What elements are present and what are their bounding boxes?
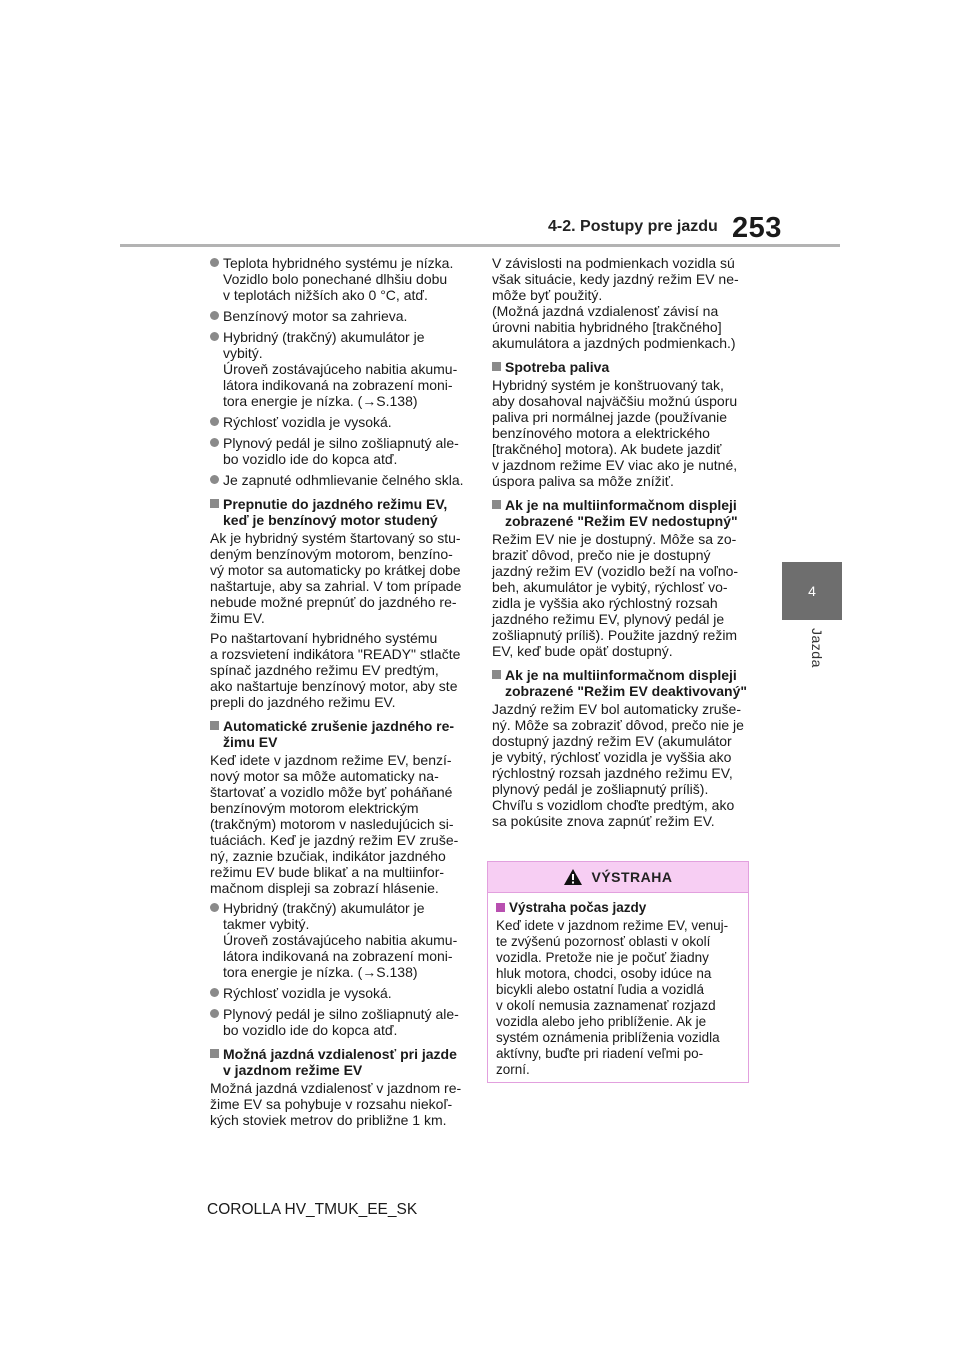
page-number: 253 <box>732 212 782 244</box>
paragraph: Možná jazdná vzdialenosť v jazdnom re- žime EV sa pohybuje v rozsahu niekoľ- kých stoviek metrov do približne 1 km. <box>210 1080 462 1128</box>
warning-box <box>487 861 749 1083</box>
header-divider <box>120 244 840 247</box>
bullet-dot-icon <box>210 258 219 267</box>
section-heading: Ak je na multiinformačnom displeji zobrazené "Režim EV nedostupný" <box>492 497 748 529</box>
warning-triangle-icon <box>563 868 583 886</box>
paragraph: V závislosti na podmienkach vozidla sú však situácie, kedy jazdný režim EV ne- môže byť použitý. (Možná jazdná vzdialenosť závisí na úrovni nabitia hybridného [trakčného] akumulátora a jazdných podmienkach.) <box>492 255 739 351</box>
warning-text: Keď idete v jazdnom režime EV, venuj- te zvýšenú pozornosť oblasti v okolí vozidla. Pretože nie je počuť žiadny hluk motora, chodci, osoby idúce na bicykli alebo ostatní ľudia a vozidlá v okolí nemusia zaznamenať rozjazd vozidla alebo jeho priblíženie. Ak je systém oznámenia priblíženia vozidla aktívny, buďte pri riadení veľmi po- zorní. <box>496 918 729 1077</box>
square-bullet-icon <box>492 670 501 679</box>
bullet-item: Rýchlosť vozidla je vysoká. <box>210 414 466 430</box>
warning-body <box>488 893 748 1078</box>
section-heading: Možná jazdná vzdialenosť pri jazde v jazdnom režime EV <box>210 1046 466 1078</box>
section-heading: Ak je na multiinformačnom displeji zobrazené "Režim EV deaktivovaný" <box>492 667 748 699</box>
document-code: COROLLA HV_TMUK_EE_SK <box>207 1201 418 1218</box>
square-bullet-icon <box>492 500 501 509</box>
square-bullet-icon <box>492 362 501 371</box>
bullet-item: Teplota hybridného systému je nízka. Vozidlo bolo ponechané dlhšiu dobu v teplotách nižších ako 0 °C, atď. <box>210 255 466 303</box>
square-bullet-icon <box>210 721 219 730</box>
square-bullet-icon <box>210 499 219 508</box>
bullet-item: Je zapnuté odhmlievanie čelného skla. <box>210 472 466 488</box>
bullet-dot-icon <box>210 903 219 912</box>
chapter-label: Jazda <box>809 628 825 668</box>
bullet-item: Hybridný (trakčný) akumulátor je vybitý. Úroveň zostávajúceho nabitia akumu- látora indikovaná na zobrazení moni- tora energie je nízka. (→S.138) <box>210 329 466 409</box>
warning-header <box>488 862 748 893</box>
bullet-dot-icon <box>210 311 219 320</box>
paragraph: Hybridný systém je konštruovaný tak, aby dosahoval najväčšiu možnú úsporu paliva pri normálnej jazde (používanie benzínového motora a elektrického [trakčného] motora). Ak budete jazdiť v jazdnom režime EV viac ako je nutné, úspora paliva sa môže znížiť. <box>492 377 738 489</box>
paragraph: Keď idete v jazdnom režime EV, benzí- nový motor sa môže automaticky na- štartovať a vozidlo môže byť poháňané benzínovým motorom elektrickým (trakčným) motorom v nasledujúcich si- tuáciách. Keď je jazdný režim EV zruše- ný, zaznie bzučiak, indikátor jazdného režimu EV bude blikať a na multiinfor- mačnom displeji sa zobrazí hlásenie. <box>210 752 459 896</box>
section-heading: Automatické zrušenie jazdného re- žimu EV <box>210 718 466 750</box>
left-column <box>210 255 466 1132</box>
paragraph: Ak je hybridný systém štartovaný so stu- deným benzínovým motorom, benzíno- vý motor sa automaticky po krátkej dobe naštartuje, aby sa zahrial. V tom prípade nebude možné prepnúť do jazdného re- žimu EV. <box>210 530 462 626</box>
section-heading: Prepnutie do jazdného režimu EV, keď je benzínový motor studený <box>210 496 466 528</box>
section-heading: Spotreba paliva <box>492 359 748 375</box>
warning-title: VÝSTRAHA <box>591 869 673 885</box>
bullet-dot-icon <box>210 1009 219 1018</box>
warning-heading: Výstraha počas jazdy <box>496 900 740 916</box>
bullet-dot-icon <box>210 332 219 341</box>
bullet-item: Plynový pedál je silno zošliapnutý ale- bo vozidlo ide do kopca atď. <box>210 435 466 467</box>
paragraph: Režim EV nie je dostupný. Môže sa zo- braziť dôvod, prečo nie je dostupný jazdný režim EV (vozidlo beží na voľno- beh, akumulátor je vybitý, rýchlosť vo- zidla je vyššia ako rýchlostný rozsah jazdného režimu EV, plynový pedál je zošliapnutý príliš). Použite jazdný režim EV, keď bude opäť dostupný. <box>492 531 739 659</box>
bullet-dot-icon <box>210 988 219 997</box>
right-column <box>492 255 748 833</box>
square-bullet-icon <box>496 903 505 912</box>
section-title: 4-2. Postupy pre jazdu <box>548 218 718 235</box>
bullet-item: Benzínový motor sa zahrieva. <box>210 308 466 324</box>
square-bullet-icon <box>210 1049 219 1058</box>
bullet-dot-icon <box>210 438 219 447</box>
bullet-item: Hybridný (trakčný) akumulátor je takmer vybitý. Úroveň zostávajúceho nabitia akumu- látora indikovaná na zobrazení moni- tora energie je nízka. (→S.138) <box>210 900 466 980</box>
paragraph: Jazdný režim EV bol automaticky zruše- ný. Môže sa zobraziť dôvod, prečo nie je dostupný jazdný režim EV (akumulátor je vybitý, rýchlosť vozidla je vyššia ako rýchlostný rozsah jazdného režimu EV, plynový pedál je zošliapnutý príliš). Chvíľu s vozidlom choďte predtým, ako sa pokúsite znova zapnúť režim EV. <box>492 701 744 829</box>
chapter-tab: 4 <box>782 562 842 620</box>
bullet-item: Rýchlosť vozidla je vysoká. <box>210 985 466 1001</box>
bullet-item: Plynový pedál je silno zošliapnutý ale- bo vozidlo ide do kopca atď. <box>210 1006 466 1038</box>
paragraph: Po naštartovaní hybridného systému a rozsvietení indikátora "READY" stlačte spínač jazdného režimu EV predtým, ako naštartuje benzínový motor, aby ste prepli do jazdného režimu EV. <box>210 630 461 710</box>
bullet-dot-icon <box>210 417 219 426</box>
bullet-dot-icon <box>210 475 219 484</box>
